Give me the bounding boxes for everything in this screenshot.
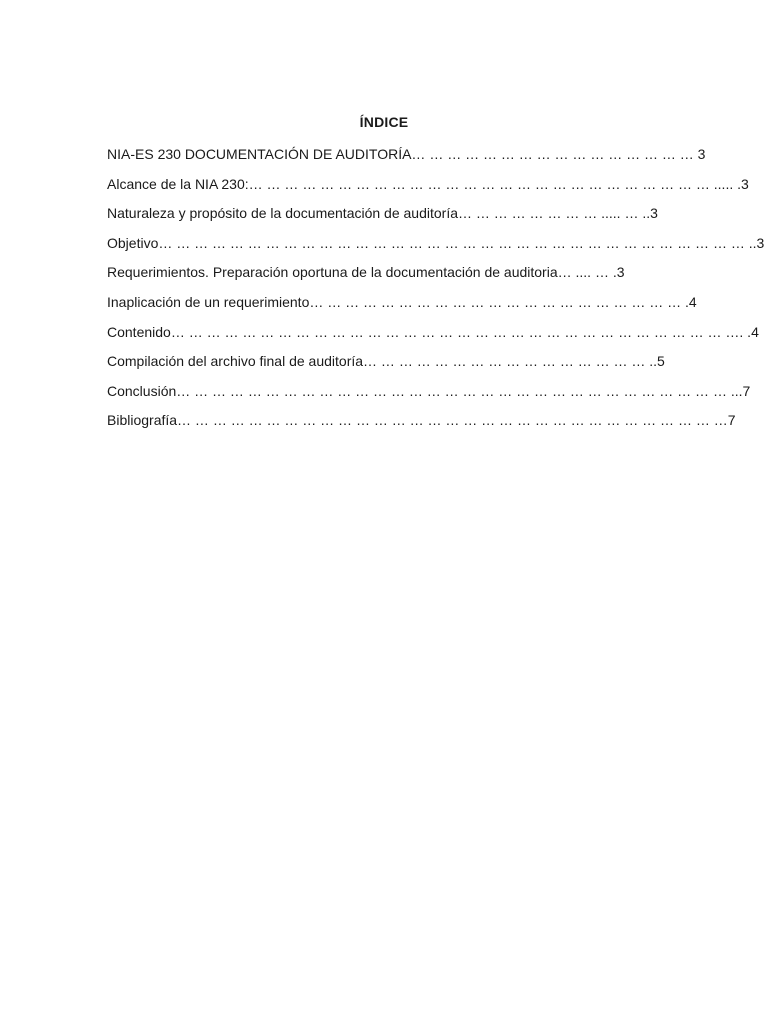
toc-entry: Bibliografía… … … … … … … … … … … … … … … … … … … … … … … … … … … … … … …7 xyxy=(107,412,736,429)
toc-entry: Alcance de la NIA 230:… … … … … … … … … … … … … … … … … … … … … … … … … … ..... .3 xyxy=(107,175,749,192)
toc-title: ÍNDICE xyxy=(359,114,409,130)
toc-entry: Inaplicación de un requerimiento… … … … … … … … … … … … … … … … … … … … … .4 xyxy=(107,293,697,310)
toc-list xyxy=(107,144,765,440)
toc-entry: Compilación del archivo final de auditoría… … … … … … … … … … … … … … … … ..5 xyxy=(107,353,665,370)
toc-entry: NIA-ES 230 DOCUMENTACIÓN DE AUDITORÍA… … … … … … … … … … … … … … … … 3 xyxy=(107,146,706,162)
toc-entry: Conclusión… … … … … … … … … … … … … … … … … … … … … … … … … … … … … … … ...7 xyxy=(107,382,751,399)
toc-entry: Objetivo… … … … … … … … … … … … … … … … … … … … … … … … … … … … … … … … … ..3 xyxy=(107,234,765,251)
toc-entry: Naturaleza y propósito de la documentación de auditoría… … … … … … … … ..... … ..3 xyxy=(107,205,658,222)
toc-entry: Requerimientos. Preparación oportuna de la documentación de auditoria… .... … .3 xyxy=(107,264,625,281)
toc-entry: Contenido… … … … … … … … … … … … … … … … … … … … … … … … … … … … … … … …. .4 xyxy=(107,323,759,340)
